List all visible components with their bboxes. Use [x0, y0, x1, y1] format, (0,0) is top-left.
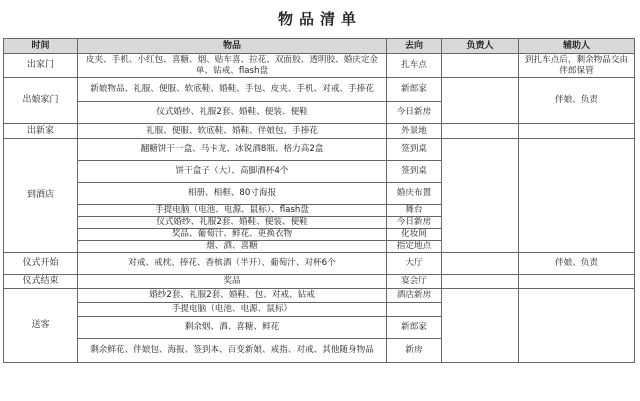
helper-cell: [519, 289, 635, 363]
time-cell: 仪式开始: [4, 253, 78, 275]
items-cell: 婚纱2套、礼服2套、婚鞋、包、对戒、钻戒: [78, 289, 387, 303]
table-row: [4, 253, 635, 275]
header-time: 时间: [4, 39, 78, 54]
header-destination: 去向: [387, 39, 442, 54]
destination-cell: 酒店新房: [387, 289, 442, 303]
destination-cell: 新房: [387, 339, 442, 363]
items-cell: 翻糖饼干一盒、马卡龙、冰锐酒8瓶、格力高2盒: [78, 139, 387, 161]
items-cell: 烟、酒、喜糖: [78, 241, 387, 253]
table-row: [4, 275, 635, 289]
table-row: [4, 78, 635, 102]
table-row: [4, 124, 635, 139]
destination-cell: [387, 303, 442, 317]
items-cell: 剩余烟、酒、喜糖、鲜花: [78, 317, 387, 339]
time-cell: 出家门: [4, 54, 78, 78]
helper-cell: [519, 124, 635, 139]
items-cell: 手提电脑（电池、电源、鼠标）: [78, 303, 387, 317]
items-cell: 新娘物品、礼服、便服、软底鞋、婚鞋、手包、皮夹、手机、对戒、手捧花: [78, 78, 387, 102]
destination-cell: 婚庆布置: [387, 183, 442, 205]
items-cell: 剩余鲜花、伴娘包、海报、签到本、百变新娘、戒指、对戒、其他随身物品: [78, 339, 387, 363]
items-cell: 礼服、便服、软底鞋、婚鞋、伴娘包、手捧花: [78, 124, 387, 139]
destination-cell: 舞台: [387, 205, 442, 217]
header-items: 物品: [78, 39, 387, 54]
destination-cell: 今日新房: [387, 217, 442, 229]
helper-cell: [519, 275, 635, 289]
time-cell: 送客: [4, 289, 78, 363]
owner-cell: [442, 78, 519, 124]
items-table: [3, 38, 635, 363]
items-cell: 对戒、戒枕、捧花、香槟酒（半开）、葡萄汁、对杯6个: [78, 253, 387, 275]
destination-cell: 扎车点: [387, 54, 442, 78]
page-title: 物品清单: [277, 10, 362, 28]
time-cell: 出娘家门: [4, 78, 78, 124]
destination-cell: 签到桌: [387, 139, 442, 161]
destination-cell: 大厅: [387, 253, 442, 275]
destination-cell: 签到桌: [387, 161, 442, 183]
table-row: [4, 54, 635, 78]
header-helper: 辅助人: [519, 39, 635, 54]
items-cell: 手提电脑（电池、电源、鼠标）、flash盘: [78, 205, 387, 217]
destination-cell: 外景地: [387, 124, 442, 139]
owner-cell: [442, 289, 519, 363]
time-cell: 到酒店: [4, 139, 78, 253]
time-cell: 出新家: [4, 124, 78, 139]
helper-cell: 伴娘、负责: [519, 78, 635, 124]
destination-cell: 新郎家: [387, 317, 442, 339]
items-cell: 相册、相框、80寸海报: [78, 183, 387, 205]
destination-cell: 化妆间: [387, 229, 442, 241]
items-cell: 皮夹、手机、小红包、喜糖、烟、贴车喜、拉花、双面胶、透明胶、婚庆定金单、钻戒、flash盘: [78, 54, 387, 78]
destination-cell: 宴会厅: [387, 275, 442, 289]
helper-cell: [519, 139, 635, 253]
owner-cell: [442, 139, 519, 253]
owner-cell: [442, 253, 519, 275]
owner-cell: [442, 275, 519, 289]
header-owner: 负责人: [442, 39, 519, 54]
header-row: [4, 39, 635, 54]
owner-cell: [442, 124, 519, 139]
items-cell: 饼干盒子（大）、高脚酒杯4个: [78, 161, 387, 183]
helper-cell: 伴娘、负责: [519, 253, 635, 275]
table-row: [4, 289, 635, 303]
time-cell: 仪式结束: [4, 275, 78, 289]
destination-cell: 新郎家: [387, 78, 442, 102]
items-cell: 仪式婚纱、礼服2套、婚鞋、便装、便鞋: [78, 217, 387, 229]
destination-cell: 指定地点: [387, 241, 442, 253]
helper-cell: 到扎车点后，剩余物品交由伴郎保管: [519, 54, 635, 78]
owner-cell: [442, 54, 519, 78]
items-cell: 奖品、葡萄汁、鲜花、更换衣物: [78, 229, 387, 241]
destination-cell: 今日新房: [387, 102, 442, 124]
items-cell: 仪式婚纱、礼服2套、婚鞋、便装、便鞋: [78, 102, 387, 124]
table-row: [4, 139, 635, 161]
items-cell: 奖品: [78, 275, 387, 289]
